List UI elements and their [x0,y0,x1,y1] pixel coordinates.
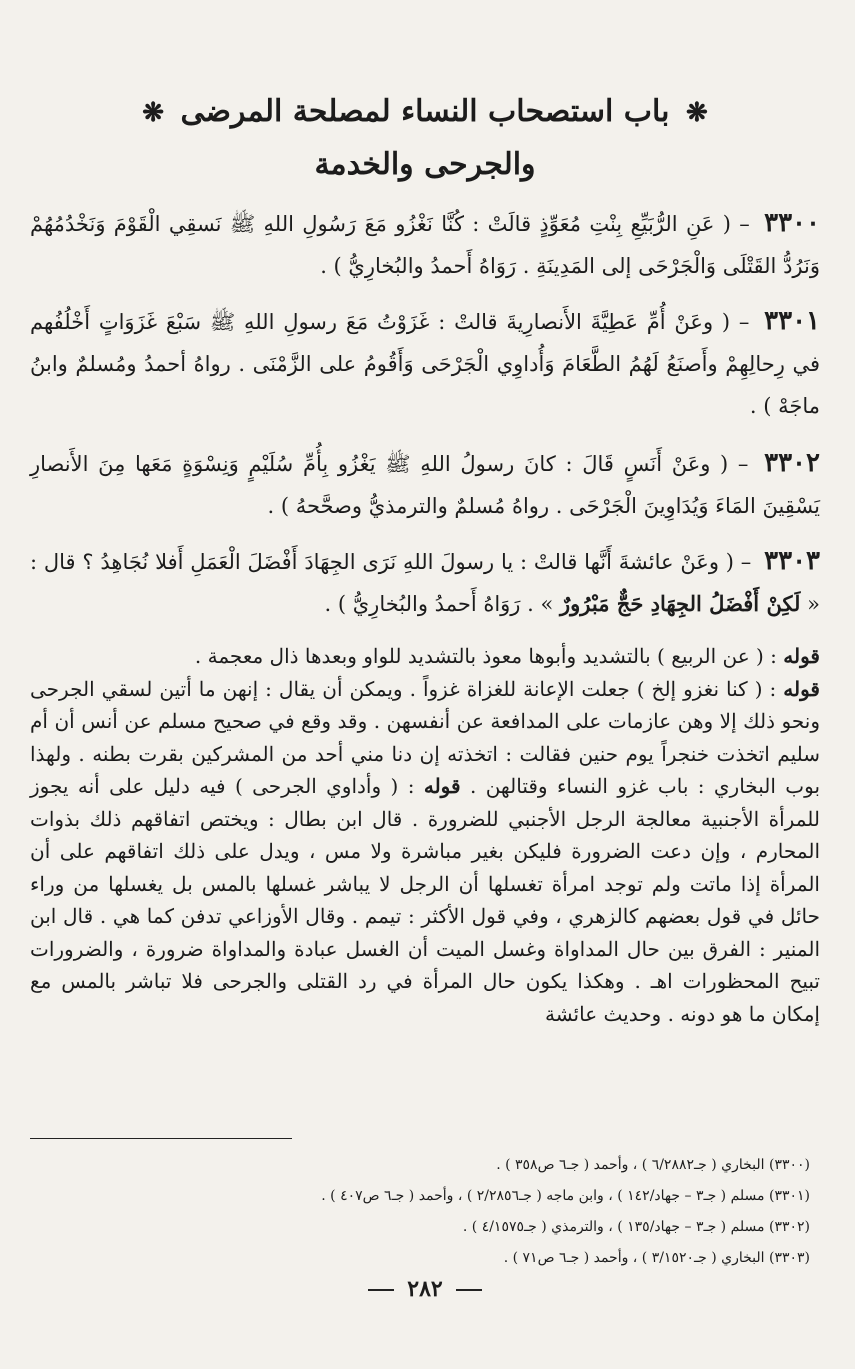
commentary-keyword: قوله [423,774,461,798]
footnote-divider [30,1138,292,1139]
hadith-text: – ( وعَنْ أَنَسٍ قَالَ : كانَ رسولُ اللهِ ﷺ يَغْزُو بِأُمِّ سُلَيْمٍ وَنِسْوَةٍ مَعَها مِنَ الأَنصارِ يَسْقِينَ المَاءَ وَيُدَاوِينَ الْجَرْحَى . رواهُ مُسلمٌ والترمذيُّ وصحَّحهُ ) . [30,452,820,518]
chapter-title [30,92,820,133]
hadith-number: ٣٣٠١ [764,306,820,336]
commentary-keyword: قوله [783,676,820,701]
hadith-text: – ( عَنِ الرُّبَيِّعِ بِنْتِ مُعَوِّذٍ قالَتْ : كُنَّا نَغْزُو مَعَ رَسُولِ اللهِ ﷺ نَسقِي الْقَوْمَ وَنَخْدُمُهُمْ وَنَرُدُّ القَتْلَى وَالْجَرْحَى إلى المَدِينَةِ . رَوَاهُ أَحمدُ والبُخارِيُّ ) . [30,212,820,278]
ornament-star-icon: ❋ [685,98,708,128]
chapter-title-line-1: باب استصحاب النساء لمصلحة المرضى [180,94,670,129]
commentary-text: : ( عن الربيع ) بالتشديد وأبوها معوذ بالتشديد للواو وبعدها ذال معجمة . [194,644,777,668]
footnote: (٣٣٠٠) البخاري ( جـ٦/٢٨٨٢ ) ، وأحمد ( جـ٦ ص٣٥٨ ) . [496,1157,810,1173]
commentary-keyword: قوله [783,644,820,668]
footnote: (٣٣٠١) مسلم ( جـ٣ – جهاد/١٤٢ ) ، وابن ماجه ( جـ٢/٢٨٥٦ ) ، وأحمد ( جـ٦ ص٤٠٧ ) . [321,1188,810,1204]
commentary [30,640,820,1030]
hadith-entry [30,202,820,287]
commentary-paragraph [30,640,820,673]
page-number-dash [368,1289,394,1291]
hadith-number: ٣٣٠٠ [764,208,820,238]
hadith-entry [30,540,820,625]
page-number-block [30,1276,820,1302]
hadith-entry [30,442,820,527]
prophetic-quote: لَكِنْ أَفْضَلُ الجِهَادِ حَجٌّ مَبْرُورٌ [560,591,801,616]
hadith-entry [30,300,820,427]
ornament-star-icon: ❋ [142,98,164,128]
hadith-number: ٣٣٠٣ [764,546,820,576]
footnotes [30,1150,820,1274]
commentary-text: : ( كنا نغزو إلخ ) جعلت الإعانة للغزاة غزواً . ويمكن أن يقال : إنهن ما أتين لسقي الجرحى ونحو ذلك إلا وهن عازمات على المدافعة عن أنفسهن . وقد وقع في صحيح مسلم عن أنس أن أم سليم اتخذت خنجراً يوم حنين فقالت : اتخذته إن دنا مني أحد من المشركين بقرت بطنه . ولهذا بوب البخاري : باب غزو النساء وقتالهن . [30,676,821,798]
book-page [30,0,820,1369]
page-number-dash [456,1289,482,1291]
page-number: ٢٨٢ [407,1276,443,1302]
footnote: (٣٣٠٢) مسلم ( جـ٣ – جهاد/١٣٥ ) ، والترمذي ( جـ٤/١٥٧٥ ) . [462,1219,810,1235]
commentary-text: : ( وأداوي الجرحى ) فيه دليل على أنه يجوز للمرأة الأجنبية معالجة الرجل الأجنبي للضرورة . قال ابن بطال : ويختص اتفاقهم ذلك بذوات المحارم ، وإن دعت الضرورة فليكن بغير مباشرة ولا مس ، ويدل على ذلك اتفاقهم على أن المرأة إذا ماتت ولم توجد امرأة تغسلها أن الرجل لا يباشر غسلها بالمس بل يغسلها من وراء حائل في قول بعضهم كالزهري ، وفي قول الأكثر : تيمم . وقال الأوزاعي تدفن كما هي . قال ابن المنير : الفرق بين حال المداواة وغسل الميت أن الغسل عبادة والمداواة ضرورة ، والضرورات تبيح المحظورات اهـ . وهكذا يكون حال المرأة في رد القتلى والجرحى فلا تباشر بالمس مع إمكان ما هو دونه . وحديث عائشة [30,774,820,1026]
chapter-title-line-2: والجرحى والخدمة [314,147,536,182]
hadith-number: ٣٣٠٢ [764,448,820,478]
commentary-paragraph [30,673,820,1031]
footnote: (٣٣٠٣) البخاري ( جـ٣/١٥٢٠ ) ، وأحمد ( جـ٦ ص٧١ ) . [503,1250,810,1266]
hadith-text: – ( وعَنْ أُمِّ عَطِيَّةَ الأَنصارِيةَ قالتْ : غَزَوْتُ مَعَ رسولِ اللهِ ﷺ سَبْعَ غَزَوَاتٍ أَخْلُفُهم في رِحالِهِمْ وأَصنَعُ لَهُمُ الطَّعَامَ وَأُداوِي الْجَرْحَى وَأَقُومُ على الزَّمْنَى . رواهُ أحمدُ ومُسلمٌ وابنُ ماجَهْ ) . [30,310,820,418]
hadith-text: » . رَوَاهُ أَحمدُ والبُخارِيُّ ) . [324,592,554,616]
hadith-text: – ( وعَنْ عائشةَ أَنَّها قالتْ : يا رسولَ اللهِ نَرَى الجِهَادَ أَفْضَلَ الْعَمَلِ أَفلا نُجَاهِدُ ؟ قال : « [30,550,820,616]
